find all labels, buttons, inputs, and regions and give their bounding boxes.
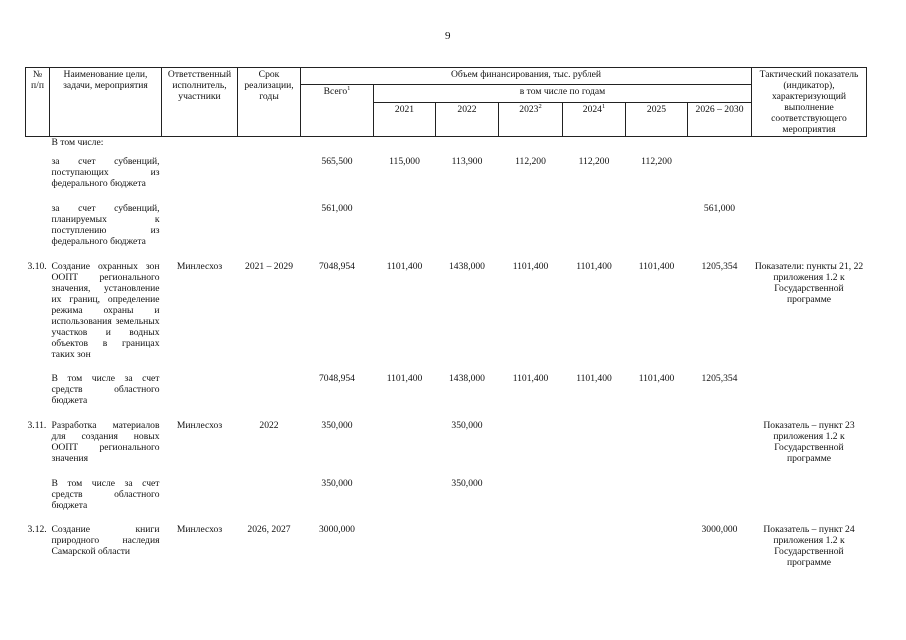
row-term: 2021 – 2029 [245, 261, 293, 272]
row-number [26, 137, 50, 149]
row-2021 [374, 137, 436, 149]
row-2022: 350,000 [451, 420, 483, 431]
row-total: 7048,954 [319, 373, 355, 384]
row-name: за счет субвенций, поступающих из федерального бюджета [51, 156, 160, 189]
row-2025 [626, 189, 688, 247]
row-2021 [374, 189, 436, 247]
row-2023 [499, 464, 563, 511]
row-2026-2030 [688, 148, 752, 189]
row-indicator [752, 148, 867, 189]
header-name: Наименование цели, задачи, мероприятия [50, 68, 162, 137]
row-2025: 112,200 [641, 156, 672, 167]
table-body [26, 137, 867, 569]
row-2024 [563, 189, 626, 247]
row-indicator [752, 137, 867, 149]
row-2024: 112,200 [578, 156, 610, 167]
row-2026-2030: 3000,000 [701, 524, 738, 535]
row-2024 [563, 511, 626, 568]
row-2025 [626, 464, 688, 511]
row-2023 [499, 511, 563, 568]
row-2023 [499, 406, 563, 464]
header-year: 2022 [436, 103, 499, 137]
row-2024: 1101,400 [576, 261, 612, 272]
row-2025 [626, 406, 688, 464]
row-number: 3.12. [27, 524, 47, 535]
row-2026-2030: 561,000 [703, 203, 736, 214]
header-indicator: Тактический показатель (индикатор), характеризующий выполнение соответствующего мероприятия [752, 68, 867, 137]
row-2026-2030: 1205,354 [701, 261, 738, 272]
row-responsible: Минлесхоз [176, 420, 223, 431]
row-number: 3.11. [27, 420, 47, 431]
row-2022: 113,900 [451, 156, 483, 167]
table-row [26, 137, 867, 149]
row-name: В том числе за счет средств областного бюджета [51, 478, 160, 511]
row-number [26, 464, 50, 511]
row-name: за счет субвенций, планируемых к поступлению из федерального бюджета [51, 203, 160, 247]
row-total [301, 137, 374, 149]
row-2021 [374, 406, 436, 464]
row-2022: 350,000 [451, 478, 483, 489]
row-responsible [162, 137, 238, 149]
row-name: В том числе за счет средств областного бюджета [51, 373, 160, 406]
row-2025: 1101,400 [638, 261, 675, 272]
row-2021: 1101,400 [386, 373, 423, 384]
row-responsible [162, 360, 238, 406]
row-indicator [752, 464, 867, 511]
row-number [26, 360, 50, 406]
header-term: Срок реализации, годы [238, 68, 301, 137]
row-responsible: Минлесхоз [176, 524, 223, 535]
page-number: 9 [445, 30, 451, 42]
row-2022 [436, 189, 499, 247]
row-2024 [563, 406, 626, 464]
table-row [26, 406, 867, 464]
row-2024: 1101,400 [576, 373, 612, 384]
header-year: 2025 [626, 103, 688, 137]
row-2022 [436, 511, 499, 568]
row-term [238, 360, 301, 406]
row-indicator: Показатели: пункты 21, 22 приложения 1.2 к Государственной программе [754, 261, 864, 305]
row-total: 565,500 [321, 156, 353, 167]
row-2025 [626, 511, 688, 568]
table-header [26, 68, 867, 137]
row-2022 [436, 137, 499, 149]
row-number [26, 148, 50, 189]
row-2022: 1438,000 [449, 261, 485, 272]
row-2023: 1101,400 [512, 261, 549, 272]
row-total: 3000,000 [319, 524, 355, 535]
table-row [26, 148, 867, 189]
row-2025 [626, 137, 688, 149]
header-funding: Объем финансирования, тыс. рублей [301, 68, 752, 85]
row-name: Создание охранных зон ООПТ регионального значения, установление их границ, определение режима охраны и использования земельных участков и водных объектов в границах таких зон [51, 261, 160, 360]
row-responsible [162, 464, 238, 511]
row-term [238, 148, 301, 189]
header-by-years: в том числе по годам [374, 85, 752, 103]
row-name: Создание книги природного наследия Самарской области [51, 524, 160, 557]
row-name: Разработка материалов для создания новых ООПТ регионального значения [51, 420, 160, 464]
row-total: 350,000 [321, 478, 353, 489]
header-num: № п/п [26, 68, 50, 137]
header-responsible: Ответственный исполнитель, участники [162, 68, 238, 137]
row-term: 2022 [259, 420, 279, 431]
row-2026-2030 [688, 464, 752, 511]
row-2021: 1101,400 [386, 261, 423, 272]
row-2023 [499, 189, 563, 247]
row-2023 [499, 137, 563, 149]
row-2023: 1101,400 [512, 373, 549, 384]
header-year: 2024$^1$ [563, 103, 626, 137]
row-2025: 1101,400 [638, 373, 675, 384]
row-2026-2030: 1205,354 [701, 373, 738, 384]
row-number [26, 189, 50, 247]
header-year: 2021 [374, 103, 436, 137]
table-row [26, 464, 867, 511]
row-responsible [162, 148, 238, 189]
row-term [238, 464, 301, 511]
row-2026-2030 [688, 137, 752, 149]
header-year: 2023$^2$ [499, 103, 563, 137]
financing-table [25, 67, 867, 568]
row-indicator: Показатель – пункт 23 приложения 1.2 к Государственной программе [763, 420, 855, 464]
row-2022: 1438,000 [449, 373, 485, 384]
row-total: 561,000 [321, 203, 353, 214]
header-year: 2026 – 2030 [688, 103, 752, 137]
row-2021: 115,000 [389, 156, 420, 167]
row-name: В том числе: [51, 137, 104, 148]
row-responsible [162, 189, 238, 247]
table-row [26, 247, 867, 360]
row-term [238, 137, 301, 149]
row-indicator: Показатель – пункт 24 приложения 1.2 к Государственной программе [763, 524, 855, 568]
row-total: 7048,954 [319, 261, 355, 272]
row-2021 [374, 464, 436, 511]
row-number: 3.10. [27, 261, 47, 272]
row-2023: 112,200 [515, 156, 546, 167]
row-responsible: Минлесхоз [176, 261, 223, 272]
row-2024 [563, 464, 626, 511]
row-total: 350,000 [321, 420, 353, 431]
row-2024 [563, 137, 626, 149]
row-indicator [752, 360, 867, 406]
row-term: 2026, 2027 [247, 524, 291, 535]
header-total: Всего$^1$ [301, 85, 374, 137]
row-indicator [752, 189, 867, 247]
table-row [26, 511, 867, 568]
table-row [26, 189, 867, 247]
table-row [26, 360, 867, 406]
row-2026-2030 [688, 406, 752, 464]
row-2021 [374, 511, 436, 568]
row-term [238, 189, 301, 247]
